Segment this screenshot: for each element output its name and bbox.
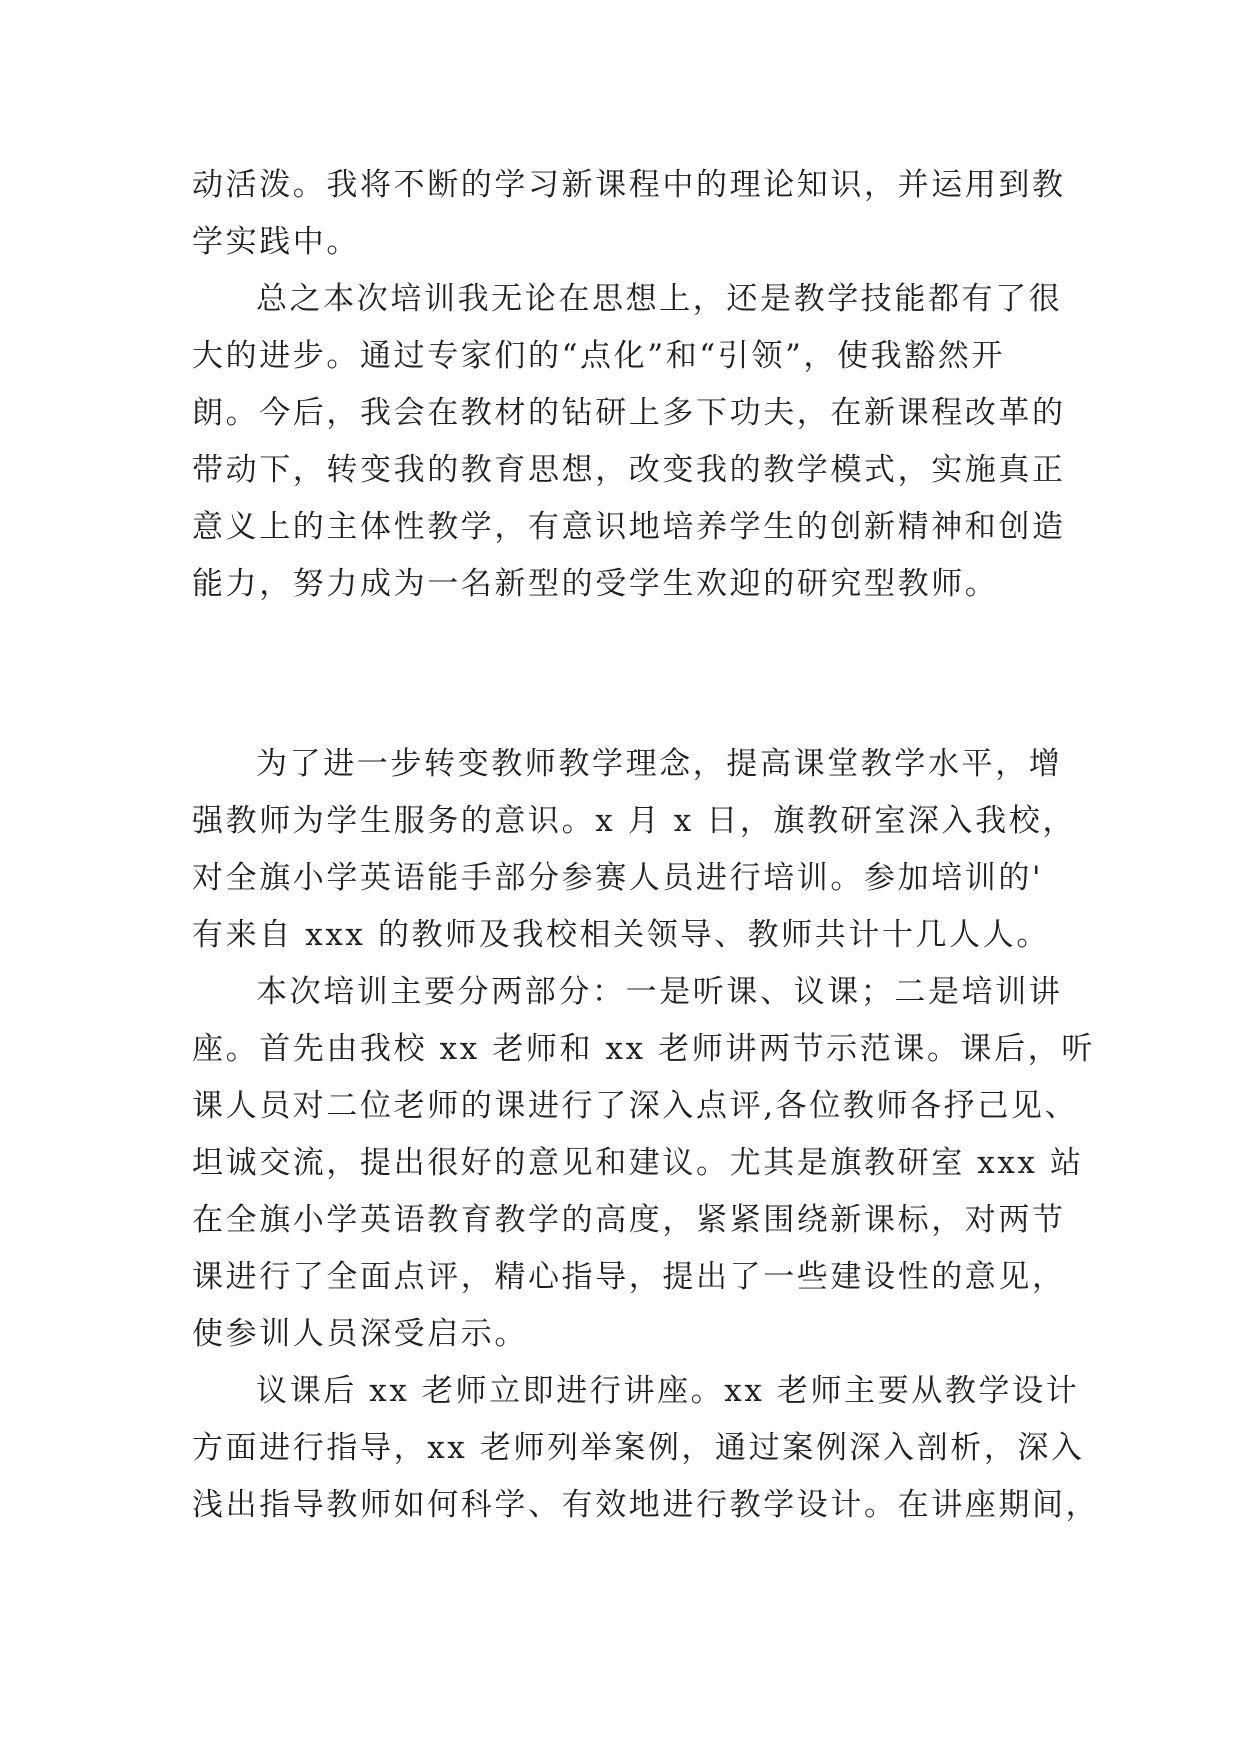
paragraph-3-line-1: 为了进一步转变教师教学理念，提高课堂教学水平，增 — [256, 746, 1063, 782]
paragraph-4-line-6: 课进行了全面点评，精心指导，提出了一些建设性的意见， — [192, 1259, 1066, 1295]
paragraph-3-line-4: 有来自 xxx 的教师及我校相关领导、教师共计十几人人。 — [192, 917, 1050, 953]
paragraph-4-line-1: 本次培训主要分两部分：一是听课、议课；二是培训讲 — [256, 974, 1063, 1010]
paragraph-4-line-4: 坦诚交流，提出很好的意见和建议。尤其是旗教研室 xxx 站 — [192, 1145, 1084, 1181]
paragraph-2-line-6: 能力，努力成为一名新型的受学生欢迎的研究型教师。 — [192, 566, 999, 602]
paragraph-5-line-2: 方面进行指导，xx 老师列举案例，通过案例深入剖析，深入 — [192, 1430, 1085, 1466]
paragraph-4-line-5: 在全旗小学英语教育教学的高度，紧紧围绕新课标，对两节 — [192, 1202, 1066, 1238]
paragraph-5-line-3: 浅出指导教师如何科学、有效地进行教学设计。在讲座期间， — [192, 1487, 1100, 1523]
paragraph-2-line-5: 意义上的主体性教学，有意识地培养学生的创新精神和创造 — [192, 509, 1066, 545]
paragraph-1-line-1: 动活泼。我将不断的学习新课程中的理论知识，并运用到教 — [192, 167, 1066, 203]
paragraph-2-line-1: 总之本次培训我无论在思想上，还是教学技能都有了很 — [256, 281, 1063, 317]
paragraph-4-line-2: 座。首先由我校 xx 老师和 xx 老师讲两节示范课。课后，听 — [192, 1031, 1095, 1067]
paragraph-2-line-4: 带动下，转变我的教育思想，改变我的教学模式，实施真正 — [192, 452, 1066, 488]
paragraph-5-line-1: 议课后 xx 老师立即进行讲座。xx 老师主要从教学设计 — [256, 1373, 1080, 1409]
paragraph-3-line-3: 对全旗小学英语能手部分参赛人员进行培训。参加培训的' — [192, 860, 1044, 896]
paragraph-4-line-7: 使参训人员深受启示。 — [192, 1316, 528, 1352]
paragraph-4-line-3: 课人员对二位老师的课进行了深入点评,各位教师各抒己见、 — [192, 1088, 1079, 1124]
section-heading — [192, 677, 1052, 717]
paragraph-2-line-2: 大的进步。通过专家们的“点化”和“引领”，使我豁然开 — [192, 338, 1005, 374]
paragraph-1-line-2: 学实践中。 — [192, 224, 360, 260]
paragraph-3-line-2: 强教师为学生服务的意识。x 月 x 日，旗教研室深入我校， — [192, 803, 1076, 839]
paragraph-2-line-3: 朗。今后，我会在教材的钻研上多下功夫，在新课程改革的 — [192, 395, 1066, 431]
